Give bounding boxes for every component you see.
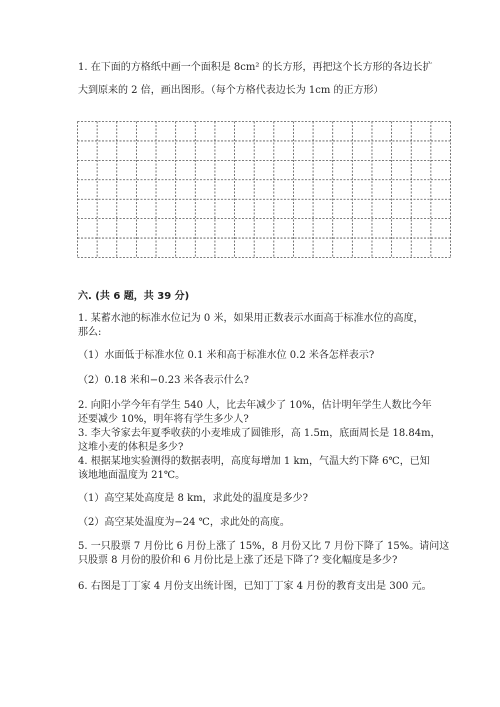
q1-line1: 1. 某蓄水池的标准水位记为 0 米，如果用正数表示水面高于标准水位的高度， (78, 313, 424, 324)
problem1-line1: 1. 在下面的方格纸中画一个面积是 8cm² 的长方形，再把这个长方形的各边长扩 (78, 62, 433, 73)
q2-line2: 还要减少 10%，明年将有学生多少人? (78, 414, 249, 425)
q3-line1: 3. 李大爷家去年夏季收获的小麦堆成了圆锥形，高 1.5m，底面周长是 18.84m， (78, 428, 441, 439)
q1-line2: 那么: (78, 327, 102, 338)
q5-line2: 只股票 8 月份的股价和 6 月份比是上涨了还是下降了? 变化幅度是多少? (78, 555, 398, 566)
q4-sub1: （1）高空某处高度是 8 km，求此处的温度是多少? (78, 493, 308, 504)
square-grid (77, 121, 451, 258)
q3-line2: 这堆小麦的体积是多少? (78, 442, 184, 453)
problem1-line2: 大到原来的 2 倍，画出图形。（每个方格代表边长为 1cm 的正方形） (78, 85, 384, 96)
q4-line2: 该地地面温度为 21℃。 (78, 470, 186, 481)
q1-sub2: （2）0.18 米和−0.23 米各表示什么? (78, 375, 249, 386)
section-6-title: 六. (共 6 题，共 39 分) (78, 291, 190, 302)
q1-sub1: （1）水面低于标准水位 0.1 米和高于标准水位 0.2 米各怎样表示? (78, 350, 375, 361)
q4-sub2: （2）高空某处温度为−24 ℃，求此处的高度。 (78, 517, 290, 528)
q2-line1: 2. 向阳小学今年有学生 540 人，比去年减少了 10%，估计明年学生人数比今年 (78, 400, 432, 411)
q6-line1: 6. 右图是丁丁家 4 月份支出统计图，已知丁丁家 4 月份的教育支出是 300 元。 (78, 581, 432, 592)
q5-line1: 5. 一只股票 7 月份比 6 月份上涨了 15%，8 月份又比 7 月份下降了 15%。请问这 (78, 541, 450, 552)
q4-line1: 4. 根据某地实验测得的数据表明，高度每增加 1 km，气温大约下降 6℃，已知 (78, 456, 430, 467)
